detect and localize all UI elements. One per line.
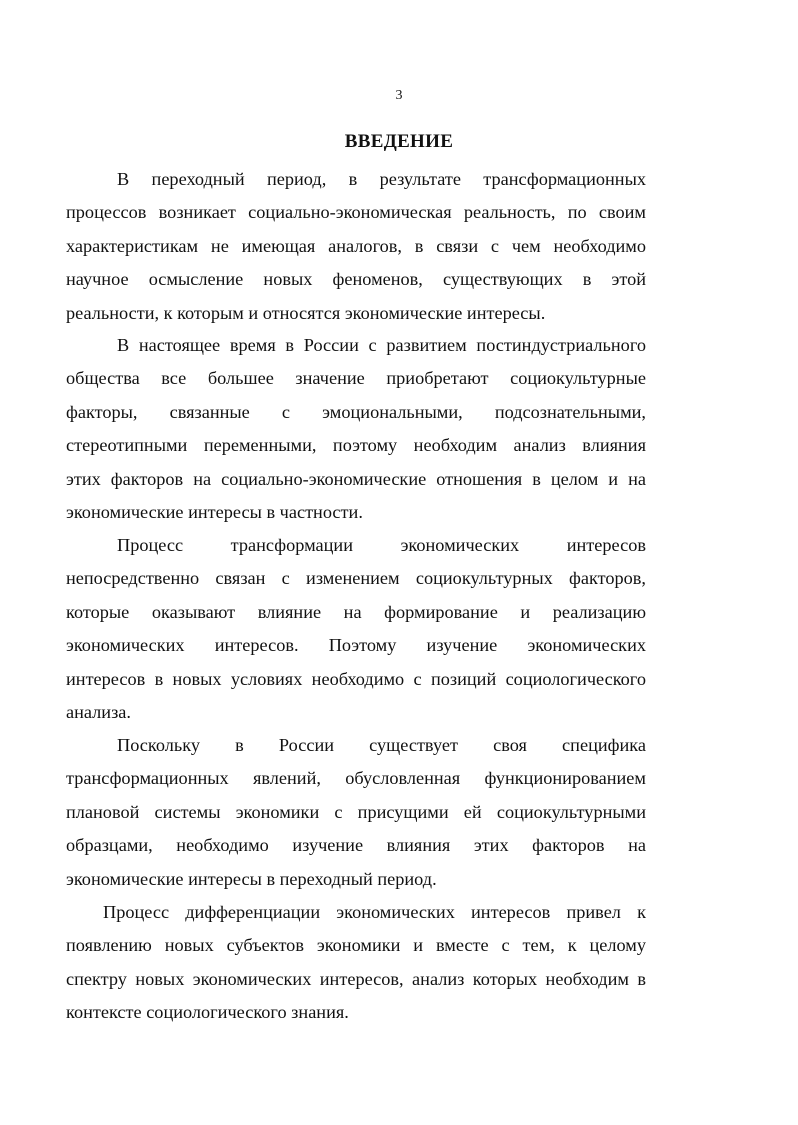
text-line: экономические интересы в переходный период. [66, 868, 437, 889]
text-line: факторы, связанные с эмоциональными, подсознательными, [66, 401, 646, 422]
text-line: трансформационных явлений, обусловленная функционированием [66, 768, 646, 789]
text-line: плановой системы экономики с присущими ей социокультурными [66, 801, 646, 822]
page-number: 3 [395, 88, 403, 103]
text-line: процессов возникает социально-экономическая реальность, по своим [66, 202, 646, 223]
text-line: контексте социологического знания. [66, 1002, 349, 1023]
text-line: экономических интересов. Поэтому изучение экономических [66, 635, 646, 656]
text-line: общества все большее значение приобретают социокультурные [66, 368, 646, 389]
text-line: которые оказывают влияние на формирование и реализацию [66, 601, 646, 622]
section-title: ВВЕДЕНИЕ [344, 131, 454, 152]
text-line: характеристикам не имеющая аналогов, в связи с чем необходимо [66, 235, 646, 256]
text-line: Поскольку в России существует своя специфика [117, 735, 646, 755]
text-line: образцами, необходимо изучение влияния этих факторов на [66, 835, 646, 856]
text-line: появлению новых субъектов экономики и вместе с тем, к целому [66, 935, 646, 956]
text-line: спектру новых экономических интересов, анализ которых необходим в [66, 968, 646, 989]
text-line: интересов в новых условиях необходимо с позиций социологического [66, 668, 646, 689]
text-line: Процесс трансформации экономических интересов [117, 535, 646, 555]
text-line: непосредственно связан с изменением социокультурных факторов, [66, 568, 646, 589]
text-line: стереотипными переменными, поэтому необходим анализ влияния [66, 435, 646, 456]
text-line: экономические интересы в частности. [66, 502, 363, 522]
text-line: реальности, к которым и относятся экономические интересы. [66, 302, 546, 323]
text-line: Процесс дифференциации экономических интересов привел к [103, 902, 646, 922]
text-line: научное осмысление новых феноменов, существующих в этой [66, 269, 646, 290]
text-line: В настоящее время в России с развитием постиндустриального [117, 335, 646, 355]
text-line: В переходный период, в результате трансформационных [117, 169, 646, 189]
text-line: анализа. [66, 702, 131, 722]
text-line: этих факторов на социально-экономические отношения в целом и на [66, 468, 646, 489]
